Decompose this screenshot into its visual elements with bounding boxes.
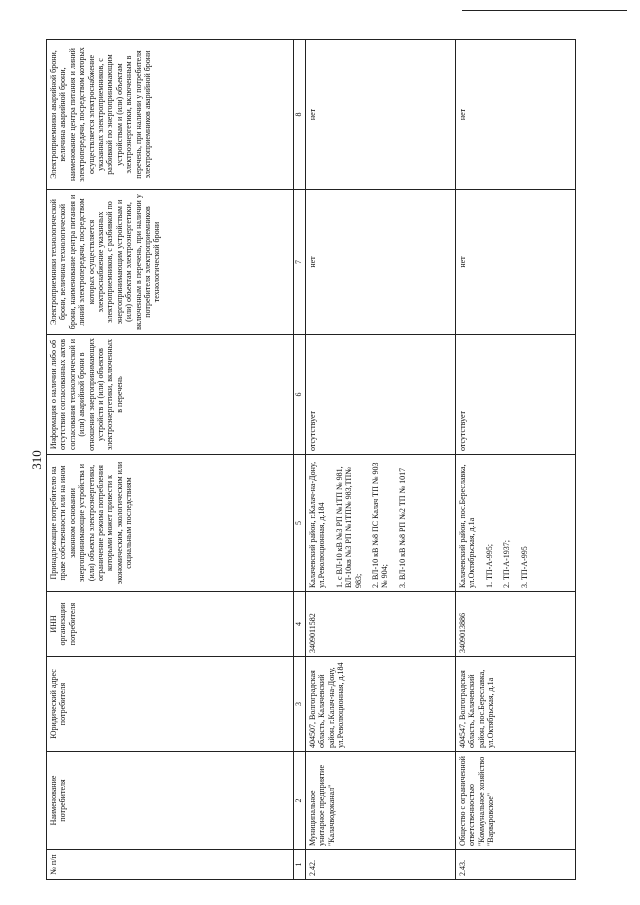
header-cell-emergency-reserve: Электроприемники аварийной брони, величина аварийной брони, наименование центра питания и линий электропередачи, посредством которых осуществляется электроснабжение указанных электроприемников, с разбивкой по энергопринимающим устройствам и (или) объектам электроэнергетики, включенным в перечень, при наличии у потребителя электроприемников аварийной брони: [47, 40, 294, 190]
header-cell-name: Наименование потребителя: [47, 752, 294, 850]
table-row: [456, 40, 576, 880]
consumers-table: [46, 39, 576, 880]
column-number: 8: [294, 40, 306, 190]
header-cell-acts: Информация о наличии либо об отсутствии согласованных актов согласования технологической и (или) аварийной брони в отношении энергопринимающих устройств и (или) объектов электроэнергетики, включенных в перечень: [47, 335, 294, 455]
devices-location: Калачевский район, г.Калач-на-Дону, ул.Революционная, д.184: [308, 461, 327, 588]
device-item: 2. ТП-А-1937;: [502, 540, 512, 588]
header-cell-address: Юридический адрес потребителя: [47, 657, 294, 752]
column-number: 3: [294, 657, 306, 752]
rotated-page: [30, 40, 600, 880]
header-cell-number: № п/п: [47, 850, 294, 880]
consumer-inn: 3409011582: [306, 592, 456, 657]
header-rule: [462, 10, 627, 11]
column-number-row: [294, 40, 306, 880]
column-number: 5: [294, 455, 306, 592]
devices-location: Калачевский район, пос.Береславка, ул.Октябрьская, д.1а: [458, 464, 477, 588]
emergency-reserve-value: нет: [306, 40, 456, 190]
acts-status: отсутствует: [456, 335, 576, 455]
row-number: 2.43.: [456, 850, 576, 880]
acts-status: отсутствует: [306, 335, 456, 455]
table-row: [306, 40, 456, 880]
column-number: 6: [294, 335, 306, 455]
column-number: 1: [294, 850, 306, 880]
header-cell-tech-reserve: Электроприемники технологической брони, величина технологической брони, наименование центра питания и линий электропередачи, посредством которых осуществляется электроснабжение указанных электроприемников, с разбивкой по энергопринимающим устройствам и (или) объектам электроэнергетики, включенным в перечень, при наличии у потребителя электроприемников технологической брони: [47, 190, 294, 335]
device-item: 3. ВЛ-10 кВ №8 РП №2 ТП № 1017: [397, 467, 407, 588]
row-number: 2.42.: [306, 850, 456, 880]
device-item: 3. ТП-А-995: [519, 546, 529, 588]
tech-reserve-value: нет: [456, 190, 576, 335]
devices-cell: [306, 455, 456, 592]
column-number: 4: [294, 592, 306, 657]
consumer-name: Общество с ограниченной ответственностью "Коммунальное хозяйство "Варваровское": [456, 752, 576, 850]
header-cell-inn: ИНН организации потребителя: [47, 592, 294, 657]
page-number: 310: [29, 450, 44, 470]
tech-reserve-value: нет: [306, 190, 456, 335]
consumer-inn: 3409013886: [456, 592, 576, 657]
device-item: 2. ВЛ-10 кВ №8 ПС Калач ТП № 903 № 904;: [371, 462, 390, 588]
header-cell-devices: Принадлежащие потребителю на праве собственности или на ином законном основании энергопринимающие устройства и (или) объекты электроэнергетики, ограничение режима потребления которыми может привести к экономическим, экологическим или социальным последствиям: [47, 455, 294, 592]
column-number: 7: [294, 190, 306, 335]
consumer-address: 404507, Волгоградская область, Калачевский район, г.Калач-на-Дону, ул.Революционная, д.184: [306, 657, 456, 752]
device-item: 1. ТП-А-995;: [484, 544, 494, 588]
device-item: 1. с ВЛ-10 кВ №3 РП №1ТП № 981, ВЛ-10кв №3 РП №1ТП№ 983,ТП№ 983;: [334, 466, 363, 588]
consumer-address: 404547, Волгоградская область, Калачевский район, пос.Береславка, ул.Октябрьская, д.1а: [456, 657, 576, 752]
header-row: [47, 40, 294, 880]
devices-cell: [456, 455, 576, 592]
consumer-name: Муниципальное унитарное предприятие "Калачводоканал": [306, 752, 456, 850]
column-number: 2: [294, 752, 306, 850]
emergency-reserve-value: нет: [456, 40, 576, 190]
